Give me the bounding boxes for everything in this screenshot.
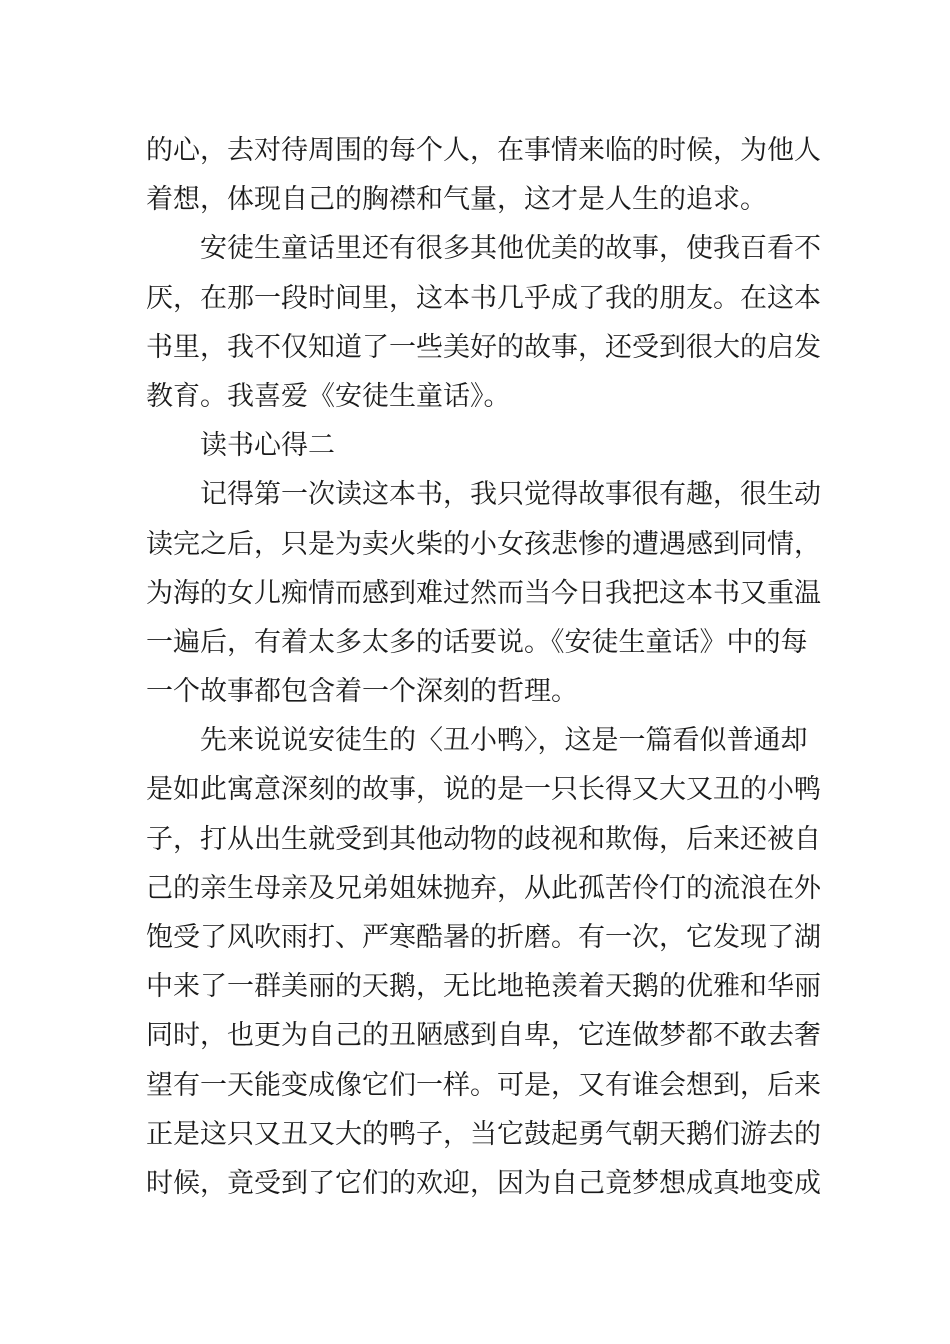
- text-line: 时候，竟受到了它们的欢迎，因为自己竟梦想成真地变成: [146, 1167, 821, 1199]
- text-line: 厌，在那一段时间里，这本书几乎成了我的朋友。在这本: [146, 282, 821, 314]
- text-line: 教育。我喜爱《安徒生童话》。: [146, 380, 511, 412]
- text-line: 正是这只又丑又大的鸭子，当它鼓起勇气朝天鹅们游去的: [146, 1118, 821, 1150]
- text-line: 着想，体现自己的胸襟和气量，这才是人生的追求。: [146, 184, 767, 216]
- text-line: 己的亲生母亲及兄弟姐妹抛弃，从此孤苦伶仃的流浪在外: [146, 872, 821, 904]
- text-line: 一遍后，有着太多太多的话要说。《安徒生童话》中的每: [146, 626, 808, 658]
- text-line: 记得第一次读这本书，我只觉得故事很有趣，很生动: [200, 479, 821, 511]
- text-line: 中来了一群美丽的天鹅，无比地艳羡着天鹅的优雅和华丽: [146, 971, 821, 1003]
- text-line: 读完之后，只是为卖火柴的小女孩悲惨的遭遇感到同情，: [146, 528, 821, 560]
- text-line: 子，打从出生就受到其他动物的歧视和欺侮，后来还被自: [146, 823, 821, 855]
- text-line: 一个故事都包含着一个深刻的哲理。: [146, 676, 578, 708]
- text-line: 饱受了风吹雨打、严寒酷暑的折磨。有一次，它发现了湖: [146, 922, 821, 953]
- text-line: 安徒生童话里还有很多其他优美的故事，使我百看不: [200, 233, 821, 265]
- text-line: 的心，去对待周围的每个人，在事情来临的时候，为他人: [146, 135, 821, 166]
- section-heading: 读书心得二: [200, 430, 335, 462]
- text-line: 书里，我不仅知道了一些美好的故事，还受到很大的启发: [146, 331, 821, 363]
- text-line: 是如此寓意深刻的故事，说的是一只长得又大又丑的小鸭: [146, 774, 821, 806]
- text-line: 望有一天能变成像它们一样。可是，又有谁会想到，后来: [146, 1069, 821, 1101]
- text-line: 先来说说安徒生的〈丑小鸭〉，这是一篇看似普通却: [200, 725, 808, 757]
- text-line: 为海的女儿痴情而感到难过然而当今日我把这本书又重温: [146, 577, 821, 609]
- body-text: [146, 126, 821, 1208]
- text-line: 同时，也更为自己的丑陋感到自卑，它连做梦都不敢去奢: [146, 1020, 821, 1052]
